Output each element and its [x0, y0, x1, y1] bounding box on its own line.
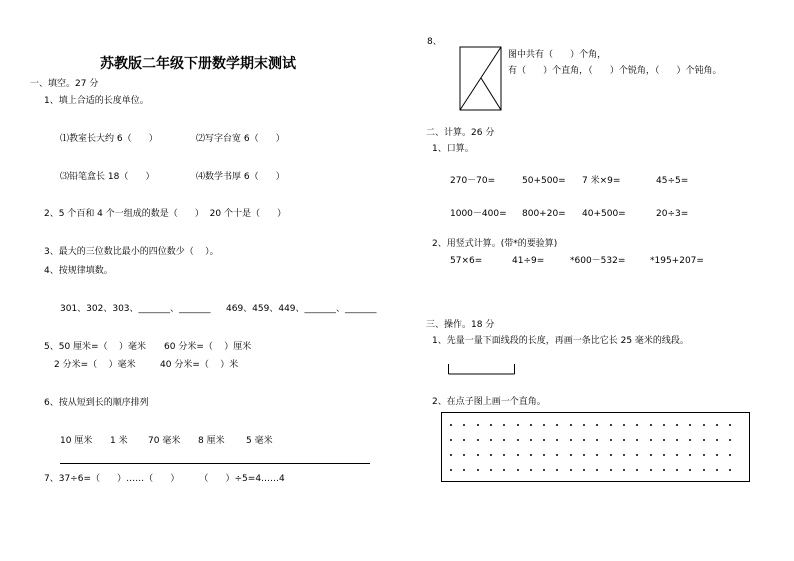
grid-dot[interactable] — [583, 454, 585, 456]
grid-dot[interactable] — [650, 454, 652, 456]
grid-dot[interactable] — [517, 469, 519, 471]
calc-question-2: 2、用竖式计算。(带*的要验算) — [432, 239, 558, 249]
page-title: 苏教版二年级下册数学期末测试 — [100, 56, 296, 72]
question-5-b2: 40 分米=（ ）米 — [160, 360, 239, 370]
question-1: 1、填上合适的长度单位。 — [44, 96, 149, 106]
section-operation: 三、操作。18 分 — [426, 320, 495, 330]
grid-dot[interactable] — [676, 439, 678, 441]
grid-dot[interactable] — [477, 469, 479, 471]
answer-line — [60, 463, 370, 464]
grid-dot[interactable] — [477, 439, 479, 441]
section-fill-blanks: 一、填空。27 分 — [30, 79, 99, 89]
grid-dot[interactable] — [543, 469, 545, 471]
grid-dot[interactable] — [623, 424, 625, 426]
grid-dot[interactable] — [636, 469, 638, 471]
grid-dot[interactable] — [596, 424, 598, 426]
grid-dot[interactable] — [676, 469, 678, 471]
grid-dot[interactable] — [676, 454, 678, 456]
grid-dot[interactable] — [716, 424, 718, 426]
grid-dot[interactable] — [556, 439, 558, 441]
question-4-sequence-b: 469、459、449、_______、_______ — [226, 304, 377, 314]
calc-question-1: 1、口算。 — [432, 144, 474, 154]
dot-grid[interactable] — [441, 412, 750, 482]
question-8-line-2: 有（ ）个直角，（ ）个锐角，（ ）个钝角。 — [508, 66, 722, 76]
grid-dot[interactable] — [703, 424, 705, 426]
grid-dot[interactable] — [650, 424, 652, 426]
grid-dot[interactable] — [530, 424, 532, 426]
grid-dot[interactable] — [623, 439, 625, 441]
question-2: 2、5 个百和 4 个一组成的数是（ ） 20 个十是（ ） — [44, 209, 287, 219]
grid-dot[interactable] — [490, 469, 492, 471]
grid-dot[interactable] — [610, 439, 612, 441]
question-1-item-4: ⑷数学书厚 6（ ） — [196, 172, 285, 182]
calc-item: 20÷3= — [656, 209, 689, 219]
question-1-item-2: ⑵写字台宽 6（ ） — [196, 134, 285, 144]
question-5-b1: 2 分米=（ ）毫米 — [54, 360, 136, 370]
question-8-number: 8、 — [427, 37, 442, 47]
calc-item: 270－70= — [450, 176, 496, 186]
grid-dot[interactable] — [729, 454, 731, 456]
question-6-item: 70 毫米 — [148, 436, 181, 446]
grid-dot[interactable] — [716, 469, 718, 471]
grid-dot[interactable] — [503, 469, 505, 471]
grid-dot[interactable] — [570, 439, 572, 441]
grid-dot[interactable] — [623, 454, 625, 456]
grid-dot[interactable] — [610, 424, 612, 426]
question-8-line-1: 图中共有（ ）个角， — [508, 50, 607, 60]
operation-question-1: 1、先量一量下面线段的长度，再画一条比它长 25 毫米的线段。 — [432, 336, 689, 346]
grid-dot[interactable] — [703, 439, 705, 441]
grid-dot[interactable] — [503, 439, 505, 441]
grid-dot[interactable] — [517, 439, 519, 441]
grid-dot[interactable] — [636, 454, 638, 456]
grid-dot[interactable] — [517, 424, 519, 426]
grid-dot[interactable] — [583, 469, 585, 471]
grid-dot[interactable] — [689, 439, 691, 441]
grid-dot[interactable] — [663, 469, 665, 471]
question-5-a2: 60 分米=（ ）厘米 — [164, 342, 252, 352]
grid-dot[interactable] — [477, 454, 479, 456]
grid-dot[interactable] — [503, 454, 505, 456]
grid-dot[interactable] — [596, 469, 598, 471]
grid-dot[interactable] — [463, 424, 465, 426]
question-6-item: 8 厘米 — [198, 436, 225, 446]
question-4: 4、按规律填数。 — [44, 266, 113, 276]
vertical-calc-item: *195+207= — [650, 256, 704, 266]
question-7: 7、37÷6=（ ）……（ ） （ ）÷5=4……4 — [44, 474, 285, 484]
grid-dot[interactable] — [450, 454, 452, 456]
grid-dot[interactable] — [517, 454, 519, 456]
grid-dot[interactable] — [530, 469, 532, 471]
grid-dot[interactable] — [729, 439, 731, 441]
vertical-calc-item: 57×6= — [450, 256, 483, 266]
grid-dot[interactable] — [729, 424, 731, 426]
question-6-item: 1 米 — [110, 436, 128, 446]
grid-dot[interactable] — [636, 424, 638, 426]
grid-dot[interactable] — [583, 439, 585, 441]
grid-dot[interactable] — [450, 439, 452, 441]
angles-figure — [459, 46, 503, 112]
vertical-calc-item: *600－532= — [570, 256, 626, 266]
grid-dot[interactable] — [636, 439, 638, 441]
grid-dot[interactable] — [676, 424, 678, 426]
grid-dot[interactable] — [689, 424, 691, 426]
grid-dot[interactable] — [570, 424, 572, 426]
grid-dot[interactable] — [583, 424, 585, 426]
grid-dot[interactable] — [663, 439, 665, 441]
section-calculation: 二、计算。26 分 — [426, 128, 495, 138]
question-5-a1: 5、50 厘米=（ ）毫米 — [44, 342, 147, 352]
question-1-item-1: ⑴教室长大约 6（ ） — [60, 134, 158, 144]
question-4-sequence-a: 301、302、303、_______、_______ — [60, 304, 211, 314]
question-6-item: 10 厘米 — [60, 436, 93, 446]
grid-dot[interactable] — [530, 439, 532, 441]
grid-dot[interactable] — [543, 424, 545, 426]
grid-dot[interactable] — [463, 439, 465, 441]
grid-dot[interactable] — [703, 469, 705, 471]
grid-dot[interactable] — [490, 439, 492, 441]
grid-dot[interactable] — [503, 424, 505, 426]
calc-item: 1000－400= — [450, 209, 507, 219]
grid-dot[interactable] — [650, 439, 652, 441]
grid-dot[interactable] — [463, 454, 465, 456]
calc-item: 800+20= — [522, 209, 566, 219]
grid-dot[interactable] — [570, 454, 572, 456]
grid-dot[interactable] — [543, 439, 545, 441]
grid-dot[interactable] — [596, 439, 598, 441]
grid-dot[interactable] — [596, 454, 598, 456]
grid-dot[interactable] — [689, 469, 691, 471]
grid-dot[interactable] — [663, 424, 665, 426]
grid-dot[interactable] — [477, 424, 479, 426]
grid-dot[interactable] — [716, 454, 718, 456]
grid-dot[interactable] — [556, 424, 558, 426]
grid-dot[interactable] — [650, 469, 652, 471]
grid-dot[interactable] — [570, 469, 572, 471]
question-1-item-3: ⑶铅笔盒长 18（ ） — [60, 172, 155, 182]
grid-dot[interactable] — [729, 469, 731, 471]
grid-dot[interactable] — [716, 439, 718, 441]
grid-dot[interactable] — [543, 454, 545, 456]
question-6-item: 5 毫米 — [246, 436, 273, 446]
grid-dot[interactable] — [610, 469, 612, 471]
question-3: 3、最大的三位数比最小的四位数少（ ）。 — [44, 247, 219, 257]
grid-dot[interactable] — [556, 469, 558, 471]
vertical-calc-item: 41÷9= — [512, 256, 545, 266]
grid-dot[interactable] — [450, 469, 452, 471]
calc-item: 45÷5= — [656, 176, 689, 186]
grid-dot[interactable] — [689, 454, 691, 456]
grid-dot[interactable] — [490, 424, 492, 426]
grid-dot[interactable] — [610, 454, 612, 456]
grid-dot[interactable] — [450, 424, 452, 426]
grid-dot[interactable] — [556, 454, 558, 456]
operation-question-2: 2、在点子图上画一个直角。 — [432, 397, 546, 407]
grid-dot[interactable] — [490, 454, 492, 456]
grid-dot[interactable] — [663, 454, 665, 456]
calc-item: 50+500= — [522, 176, 566, 186]
grid-dot[interactable] — [530, 454, 532, 456]
grid-dot[interactable] — [463, 469, 465, 471]
question-6: 6、按从短到长的顺序排列 — [44, 398, 149, 408]
grid-dot[interactable] — [703, 454, 705, 456]
measure-segment — [448, 364, 516, 376]
calc-item: 7 米×9= — [582, 176, 621, 186]
grid-dot[interactable] — [623, 469, 625, 471]
calc-item: 40+500= — [582, 209, 626, 219]
